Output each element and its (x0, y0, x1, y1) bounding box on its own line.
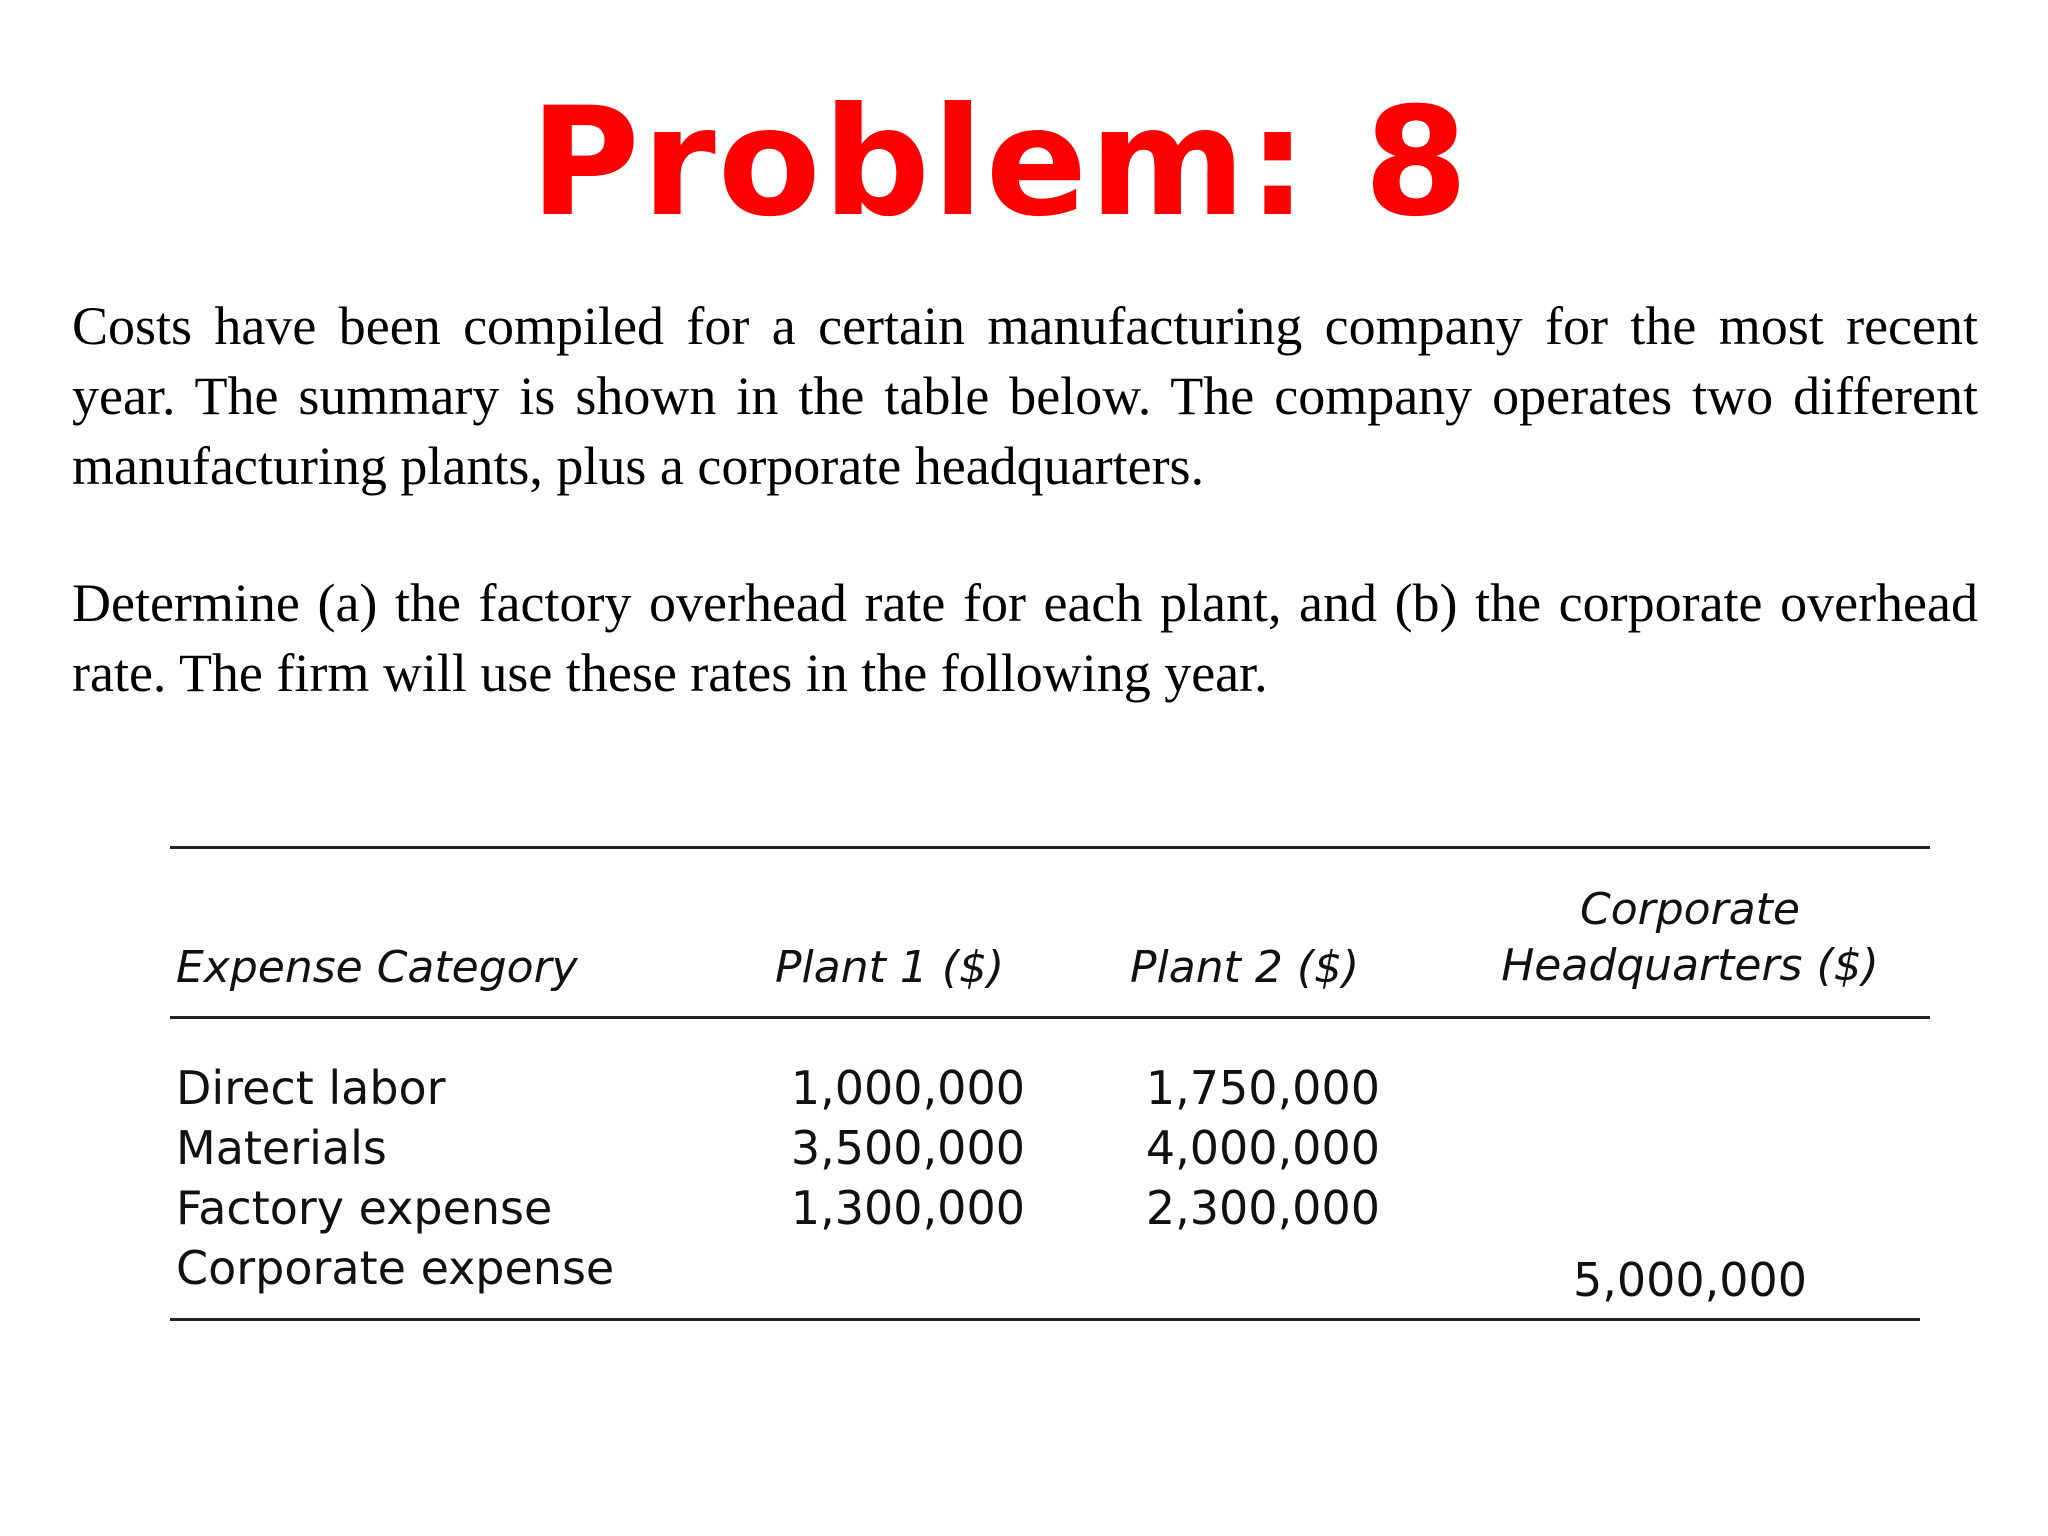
row-materials-plant-2: 4,000,000 (1145, 1121, 1380, 1175)
header-corporate-headquarters (1470, 882, 1910, 994)
row-direct-labor-plant-2: 1,750,000 (1145, 1061, 1380, 1115)
row-corporate-expense-hq: 5,000,000 (1572, 1253, 1808, 1307)
row-materials-plant-1: 3,500,000 (790, 1121, 1025, 1175)
header-hq-line-2: Headquarters ($) (1501, 940, 1879, 991)
problem-paragraph-2: Determine (a) the factory overhead rate for each plant, and (b) the corporate overhead rate. The firm will use these rates in the following year. (72, 573, 1978, 703)
table-bottom-rule (170, 1318, 1920, 1321)
expense-table (170, 830, 1930, 1330)
header-hq-line-1: Corporate (1580, 884, 1800, 935)
row-factory-expense-category: Factory expense (176, 1181, 553, 1235)
row-corporate-expense-category: Corporate expense (176, 1241, 615, 1295)
header-plant-1: Plant 1 ($) (775, 942, 1005, 993)
row-factory-expense-plant-2: 2,300,000 (1145, 1181, 1380, 1235)
row-direct-labor-category: Direct labor (176, 1061, 446, 1115)
header-expense-category: Expense Category (176, 942, 578, 993)
problem-paragraph-1: Costs have been compiled for a certain manufacturing company for the most recent year. The summary is shown in the table below. The company operates two different manufacturing plants, plus a corporate headquarters. (72, 296, 1978, 496)
row-materials-category: Materials (176, 1121, 387, 1175)
table-top-rule (170, 846, 1930, 849)
table-header-rule (170, 1016, 1930, 1019)
row-factory-expense-plant-1: 1,300,000 (790, 1181, 1025, 1235)
header-plant-2: Plant 2 ($) (1130, 942, 1360, 993)
row-direct-labor-plant-1: 1,000,000 (790, 1061, 1025, 1115)
page-title: Problem: 8 (529, 76, 1471, 250)
